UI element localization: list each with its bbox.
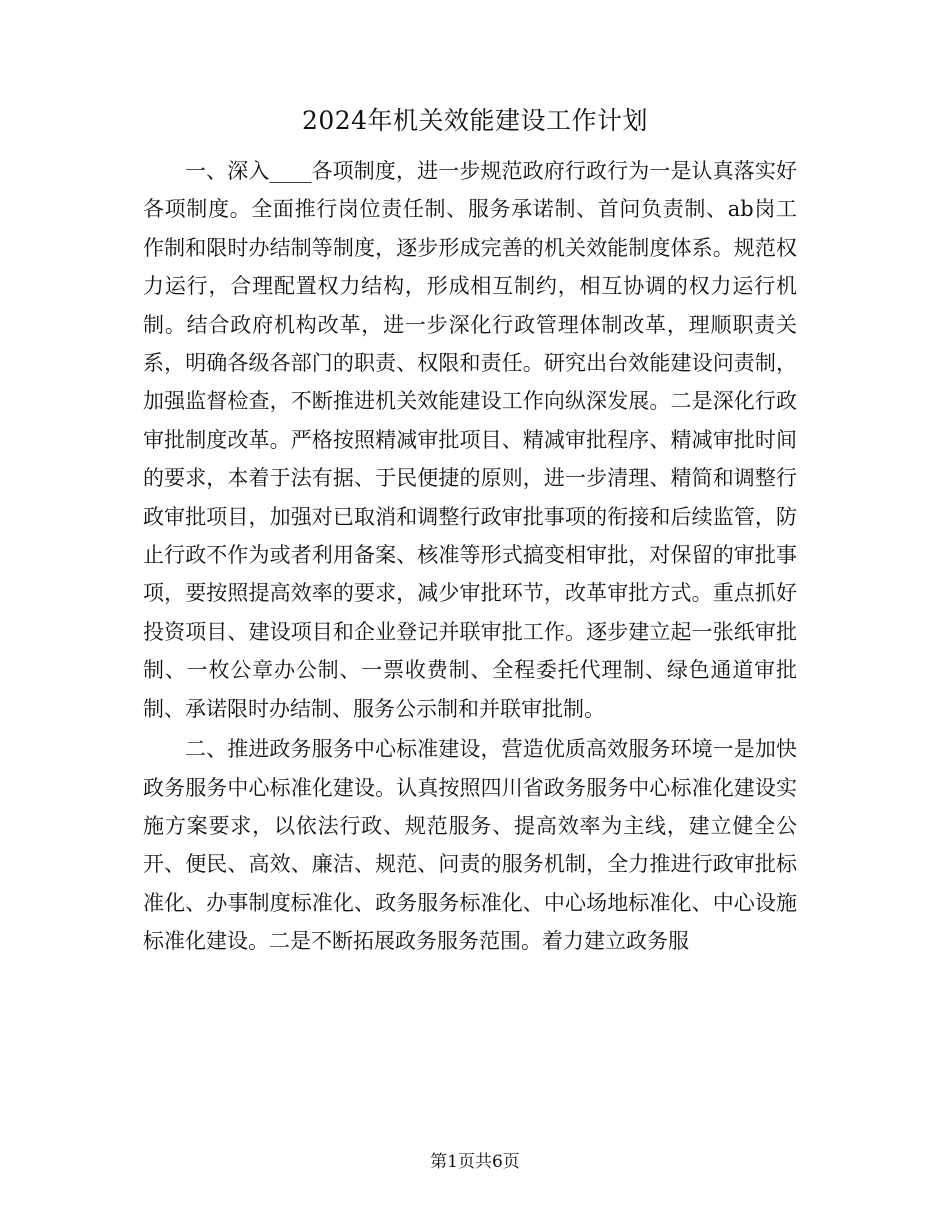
page-number-footer: 第1页共6页 (430, 1152, 520, 1172)
document-title: 2024年机关效能建设工作计划 (301, 106, 649, 135)
paragraph-1: 一、深入____各项制度，进一步规范政府行政行为一是认真落实好各项制度。全面推行岗位责任制、服务承诺制、首问负责制、ab岗工作制和限时办结制等制度，逐步形成完善的机关效能制度体系。规范权力运行，合理配置权力结构，形成相互制约，相互协调的权力运行机制。结合政府机构改革，进一步深化行政管理体制改革，理顺职责关系，明确各级各部门的职责、权限和责任。研究出台效能建设问责制，加强监督检查，不断推进机关效能建设工作向纵深发展。二是深化行政审批制度改革。严格按照精减审批项目、精减审批程序、精减审批时间的要求，本着于法有据、于民便捷的原则，进一步清理、精简和调整行政审批项目，加强对已取消和调整行政审批事项的衔接和后续监管，防止行政不作为或者利用备案、核准等形式搞变相审批，对保留的审批事项，要按照提高效率的要求，减少审批环节，改革审批方式。重点抓好投资项目、建设项目和企业登记并联审批工作。逐步建立起一张纸审批制、一枚公章办公制、一票收费制、全程委托代理制、绿色通道审批制、承诺限时办结制、服务公示制和并联审批制。 (143, 159, 797, 721)
paragraph-2: 二、推进政务服务中心标准建设，营造优质高效服务环境一是加快政务服务中心标准化建设。认真按照四川省政务服务中心标准化建设实施方案要求，以依法行政、规范服务、提高效率为主线，建立健全公开、便民、高效、廉洁、规范、问责的服务机制，全力推进行政审批标准化、办事制度标准化、政务服务标准化、中心场地标准化、中心设施标准化建设。二是不断拓展政务服务范围。着力建立政务服 (143, 737, 797, 954)
document-body (143, 152, 797, 961)
